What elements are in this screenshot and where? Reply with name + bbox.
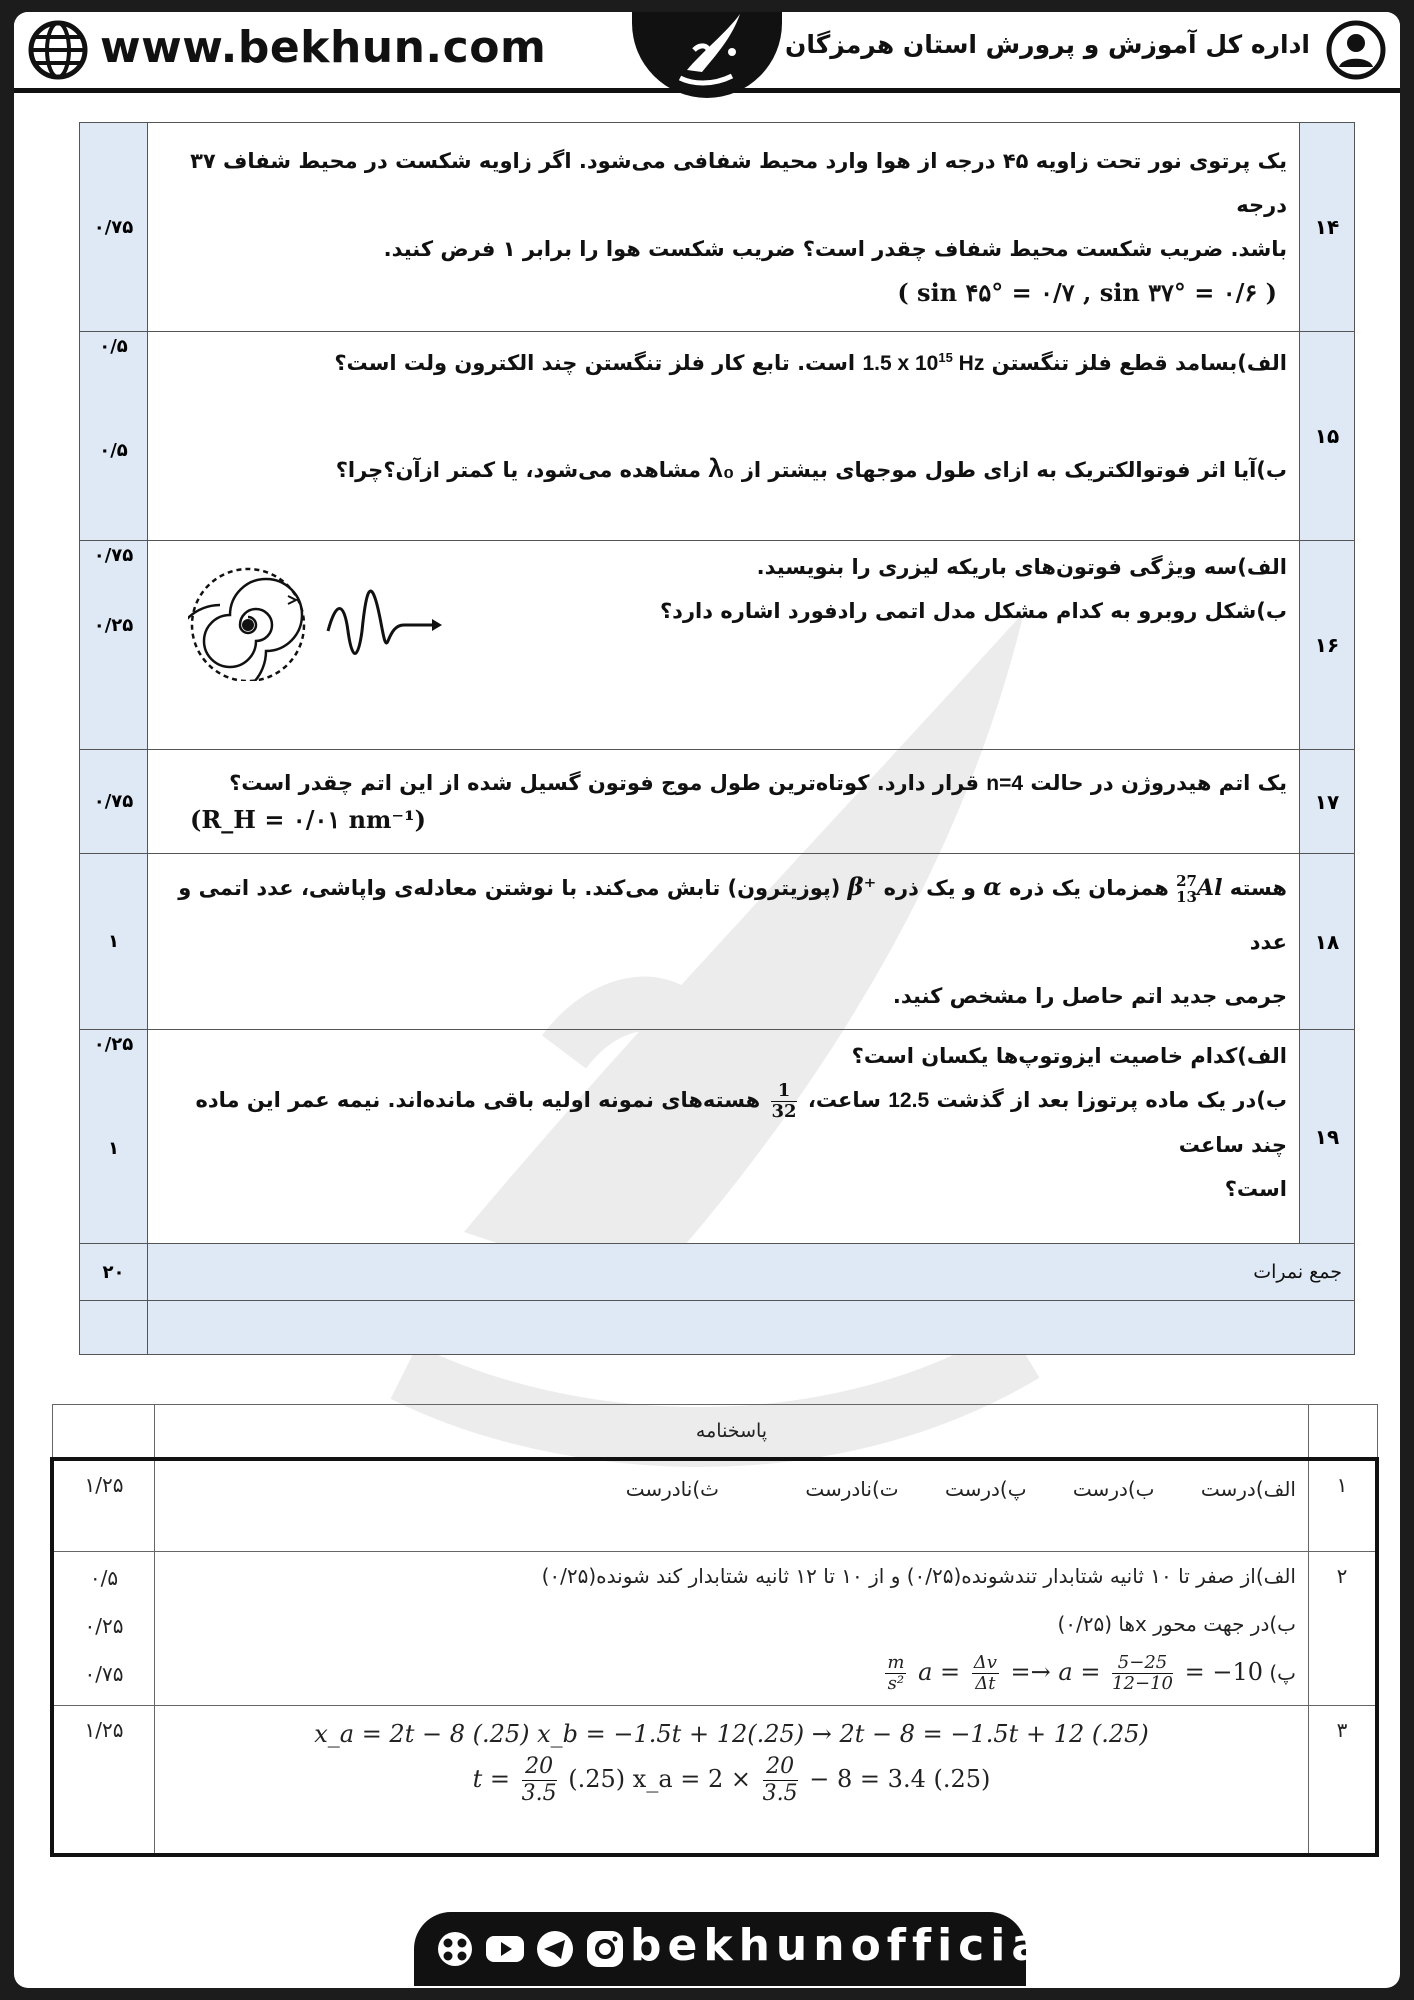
header [14,12,1400,93]
answer-row [52,1459,1377,1551]
rutherford-spiral-figure [188,561,488,681]
solution-equation: t = $\frac{20}{3.5}$ (.25) x_a = 2 × $\frac{20}{3.5}$ − 8 = 3.4 (.25) [472,1753,991,1806]
instagram-icon[interactable] [584,1928,626,1970]
logo-icon [632,12,782,98]
question-score: ۱ [80,854,148,1030]
answer-score: ۱/۲۵ [52,1705,155,1855]
question-text: الف)کدام خاصیت ایزوتوپ‌ها یکسان است؟ ب)در یک ماده پرتوزا بعد از گذشت 12.5 ساعت، $\frac{1}{32}$ هسته‌های نمونه اولیه باقی مانده‌اند. نیمه عمر این ماده چند ساعت است؟ [148,1030,1300,1244]
org-title: اداره کل آموزش و پرورش استان هرمزگان [785,30,1310,59]
aluminum-nucleus: 27 13 Al [1176,872,1223,906]
answer-number: ۲ [1309,1551,1378,1705]
question-text: یک اتم هیدروژن در حالت n=4 قرار دارد. کوتاه‌ترین طول موج فوتون گسیل شده از این اتم چقدر است؟ (R_H = ۰/۰۱ nm⁻¹) [148,750,1300,854]
question-score: ۰/۵ ۰/۵ [80,332,148,541]
question-number: ۱۹ [1300,1030,1355,1244]
question-score: ۰/۷۵ ۰/۲۵ [80,541,148,750]
total-score: ۲۰ [80,1244,148,1301]
question-row [80,332,1355,541]
question-text: الف)بسامد قطع فلز تنگستن 1.5 x $10^{15}$ Hz است. تابع کار فلز تنگستن چند الکترون ولت است؟ ب)آیا اثر فوتوالکتریک به ازای طول موجهای بیشتر از λ₀ مشاهده می‌شود، یا کمتر ازآن؟چرا؟ [148,332,1300,541]
answer-row [52,1705,1377,1855]
answer-score: ۰/۵ ۰/۲۵ ۰/۷۵ [52,1551,155,1705]
question-text: الف)سه ویژگی فوتون‌های باریکه لیزری را بنویسید. ب)شکل روبرو به کدام مشکل مدل اتمی رادفورد اشاره دارد؟ [148,541,1300,750]
answer-number: ۳ [1309,1705,1378,1855]
user-icon[interactable] [1326,20,1386,80]
answer-row [52,1551,1377,1705]
position-equations: x_a = 2t − 8 (.25) x_b = −1.5t + 12(.25) → 2t − 8 = −1.5t + 12 (.25) [314,1719,1149,1748]
answer-number: ۱ [1309,1459,1378,1551]
globe-icon [28,20,88,80]
question-number: ۱۷ [1300,750,1355,854]
question-text: یک پرتوی نور تحت زاویه ۴۵ درجه از هوا وارد محیط شفافی می‌شود. اگر زاویه شکست در محیط شفاف ۳۷ درجه باشد. ضریب شکست محیط شفاف چقدر است؟ ضریب شکست هوا را برابر ۱ فرض کنید. ( sin ۴۵° = ۰/۷ , sin ۳۷° = ۰/۶ ) [148,123,1300,332]
question-number: ۱۶ [1300,541,1355,750]
given-values: ( sin ۴۵° = ۰/۷ , sin ۳۷° = ۰/۶ ) [897,278,1277,307]
question-row [80,1030,1355,1244]
question-number: ۱۸ [1300,854,1355,1030]
answer-score: ۱/۲۵ [52,1459,155,1551]
question-row [80,123,1355,332]
question-score: ۰/۲۵ ۱ [80,1030,148,1244]
answer-table [50,1404,1379,1857]
question-text: هسته 27 13 Al همزمان یک ذره α و یک ذره β⁺ (پوزیترون) تابش می‌کند. با نوشتن معادله‌ی واپاشی، عدد اتمی و عدد جرمی جدید اتم حاصل را مشخص کنید. [148,854,1300,1030]
answer-header-row [52,1405,1377,1460]
acceleration-formula: a = $\frac{\Delta v}{\Delta t}$ =→ a = $\frac{5-25}{12-10}$ = −10 $\frac{m}{\text{s²}}$ [887,1651,1263,1694]
answer-text: الف)از صفر تا ۱۰ ثانیه شتابدار تندشونده(۰/۲۵) و از ۱۰ تا ۱۲ ثانیه شتابدار کند شونده(۰/۲۵) ب)در جهت محور xها (۰/۲۵) پ) a = $\frac{\Delta v}{\Delta t}$ =→ a = $\frac{5-25}{12-10}$ = −10 $\frac{m}{\text{s²}}$ [155,1551,1309,1705]
question-row [80,541,1355,750]
question-number: ۱۵ [1300,332,1355,541]
question-row [80,750,1355,854]
answer-text: الف)درست ب)درست پ)درست ت)نادرست ث)نادرست [155,1459,1309,1551]
bekhun-logo [632,12,782,98]
answer-text [155,1705,1309,1855]
question-score: ۰/۷۵ [80,123,148,332]
question-row [80,854,1355,1030]
fraction: $\frac{1}{32}$ [771,1079,797,1122]
total-row [80,1244,1355,1301]
site-url[interactable]: www.bekhun.com [100,22,547,73]
telegram-icon[interactable] [534,1928,576,1970]
rydberg-constant: (R_H = ۰/۰۱ nm⁻¹) [190,805,426,834]
page [14,12,1400,1988]
footer-social-bar [414,1912,1069,1986]
answer-title: پاسخنامه [155,1405,1309,1460]
question-number: ۱۴ [1300,123,1355,332]
questions-table [79,122,1355,1355]
total-label: جمع نمرات [148,1244,1355,1301]
aparat-icon[interactable] [434,1928,476,1970]
empty-row [80,1301,1355,1355]
youtube-icon[interactable] [484,1928,526,1970]
question-score: ۰/۷۵ [80,750,148,854]
social-handle[interactable]: bekhunofficial [630,1920,1069,1971]
